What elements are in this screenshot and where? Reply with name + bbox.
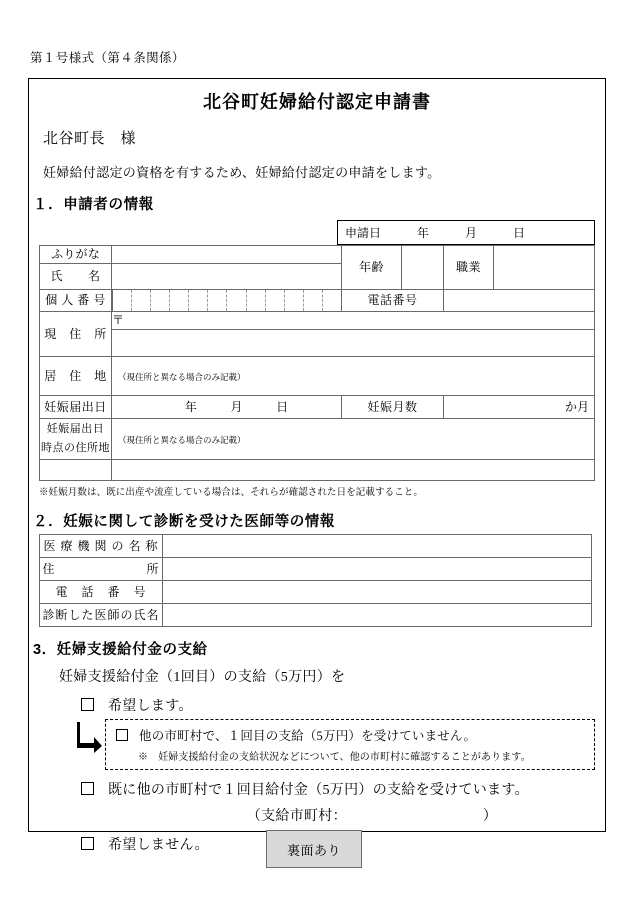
my-number-cell[interactable]	[247, 290, 266, 311]
table-row	[40, 330, 595, 357]
my-number-cell[interactable]	[132, 290, 151, 311]
section2-heading: ２．妊娠に関して診断を受けた医師等の情報	[33, 514, 335, 530]
table-row	[40, 419, 595, 460]
name-input[interactable]	[112, 264, 342, 290]
address-at-report-line1: 妊娠届出日	[46, 423, 105, 436]
residence-input[interactable]	[112, 357, 595, 396]
my-number-cell[interactable]	[151, 290, 170, 311]
pregnancy-report-date-input[interactable]	[112, 396, 342, 419]
section1-heading: １．申請者の情報	[33, 197, 154, 213]
checkbox-icon[interactable]	[116, 729, 128, 741]
my-number-cell[interactable]	[323, 290, 341, 311]
sub-checkbox-row[interactable]	[116, 726, 586, 744]
doctor-name-input[interactable]	[163, 604, 592, 627]
application-date-row	[29, 220, 605, 245]
my-number-cell[interactable]	[189, 290, 208, 311]
form-code: 第１号様式（第４条関係）	[30, 51, 185, 65]
application-date-month[interactable]: 月	[465, 226, 478, 240]
age-label: 年齢	[342, 246, 402, 290]
back-side-button-label: 裏面あり	[286, 842, 341, 858]
section3-body	[29, 666, 605, 854]
table-row	[40, 535, 592, 558]
section1-footnote: ※妊娠月数は、既に出産や流産している場合は、それらが確認された日を記載すること。	[39, 488, 424, 498]
doctor-address-label: 住 所	[40, 558, 163, 581]
phone-input[interactable]	[444, 290, 595, 312]
option-already-received[interactable]	[81, 779, 595, 799]
residence-note: （現住所と異なる場合のみ記載）	[118, 371, 246, 382]
applicant-info-table	[39, 245, 595, 481]
medical-institution-label: 医 療 機 関 の 名 称	[40, 535, 163, 558]
phone-label: 電話番号	[342, 290, 444, 312]
table-row	[40, 312, 595, 330]
section3-lead: 妊婦支援給付金（1回目）の支給（5万円）を	[59, 670, 346, 685]
option-request-yes[interactable]	[81, 695, 595, 715]
table-row	[40, 460, 595, 481]
table-row	[40, 581, 592, 604]
page-title: 北谷町妊婦給付認定申請書	[203, 92, 431, 112]
doctor-name-label: 診断した医師の氏名	[40, 604, 163, 627]
arrow-down-right-icon	[77, 721, 103, 753]
sub-box-note: ※ 妊婦支援給付金の支給状況などについて、他の市町村に確認することがあります。	[138, 752, 531, 763]
occupation-label: 職業	[444, 246, 494, 290]
sub-checkbox-label: 他の市町村で、１回目の支給（5万円）を受けていません。	[139, 729, 477, 743]
table-row	[40, 246, 595, 264]
pregnancy-months-input[interactable]: か月	[444, 396, 595, 419]
extra-label-cell	[40, 460, 112, 481]
address-at-report-label	[40, 419, 112, 460]
sub-confirmation-box	[105, 719, 595, 770]
table-row	[40, 558, 592, 581]
postal-code-field[interactable]: 〒	[112, 312, 595, 330]
extra-input-cell[interactable]	[112, 460, 595, 481]
checkbox-icon[interactable]	[81, 698, 94, 711]
section3-heading: 3．妊婦支援給付金の支給	[33, 642, 208, 658]
doctor-address-input[interactable]	[163, 558, 592, 581]
checkbox-icon[interactable]	[81, 837, 94, 850]
my-number-cell[interactable]	[285, 290, 304, 311]
name-label: 氏 名	[40, 264, 112, 290]
current-address-input[interactable]	[112, 330, 595, 357]
back-side-button[interactable]	[266, 830, 362, 868]
option-request-no-label: 希望しません。	[108, 838, 209, 853]
occupation-input[interactable]	[494, 246, 595, 290]
paying-municipality-field[interactable]: （支給市町村： ）	[246, 809, 498, 824]
application-date-day[interactable]: 日	[513, 226, 526, 240]
furigana-input[interactable]	[112, 246, 342, 264]
my-number-label: 個 人 番 号	[40, 290, 112, 312]
addressee: 北谷町長 様	[43, 131, 137, 147]
my-number-cell[interactable]	[227, 290, 246, 311]
report-date-day: 日	[276, 399, 289, 414]
residence-label: 居 住 地	[40, 357, 112, 396]
doctor-phone-label: 電 話 番 号	[40, 581, 163, 604]
application-date-year[interactable]: 年	[417, 226, 430, 240]
pregnancy-months-label: 妊娠月数	[342, 396, 444, 419]
table-row	[40, 604, 592, 627]
application-date-box	[337, 220, 595, 245]
my-number-cell[interactable]	[304, 290, 323, 311]
my-number-cell[interactable]	[170, 290, 189, 311]
application-date-label: 申請日	[345, 226, 382, 240]
report-date-year: 年	[184, 399, 197, 414]
current-address-label: 現 住 所	[40, 312, 112, 357]
table-row	[40, 396, 595, 419]
furigana-label: ふりがな	[40, 246, 112, 264]
medical-institution-input[interactable]	[163, 535, 592, 558]
my-number-cell[interactable]	[266, 290, 285, 311]
report-date-month: 月	[230, 399, 243, 414]
checkbox-icon[interactable]	[81, 782, 94, 795]
address-at-report-line2: 時点の住所地	[41, 442, 110, 454]
applicant-table-wrap	[29, 245, 605, 481]
table-row	[40, 357, 595, 396]
my-number-cell[interactable]	[208, 290, 227, 311]
address-at-report-note: （現住所と異なる場合のみ記載）	[118, 434, 246, 445]
option-already-received-label: 既に他の市町村で１回目給付金（5万円）の支給を受けています。	[108, 783, 529, 798]
pregnancy-report-date-label: 妊娠届出日	[40, 396, 112, 419]
doctor-info-table	[39, 534, 592, 627]
doctor-phone-input[interactable]	[163, 581, 592, 604]
address-at-report-input[interactable]	[112, 419, 595, 460]
age-input[interactable]	[402, 246, 444, 290]
my-number-cell[interactable]	[112, 290, 132, 311]
table-row	[40, 290, 595, 312]
my-number-grid[interactable]	[112, 290, 341, 311]
my-number-cells[interactable]	[112, 290, 342, 312]
option-request-yes-label: 希望します。	[108, 699, 193, 714]
sub-confirmation-area	[39, 719, 595, 770]
lead-statement: 妊婦給付認定の資格を有するため、妊婦給付認定の申請をします。	[43, 165, 441, 180]
